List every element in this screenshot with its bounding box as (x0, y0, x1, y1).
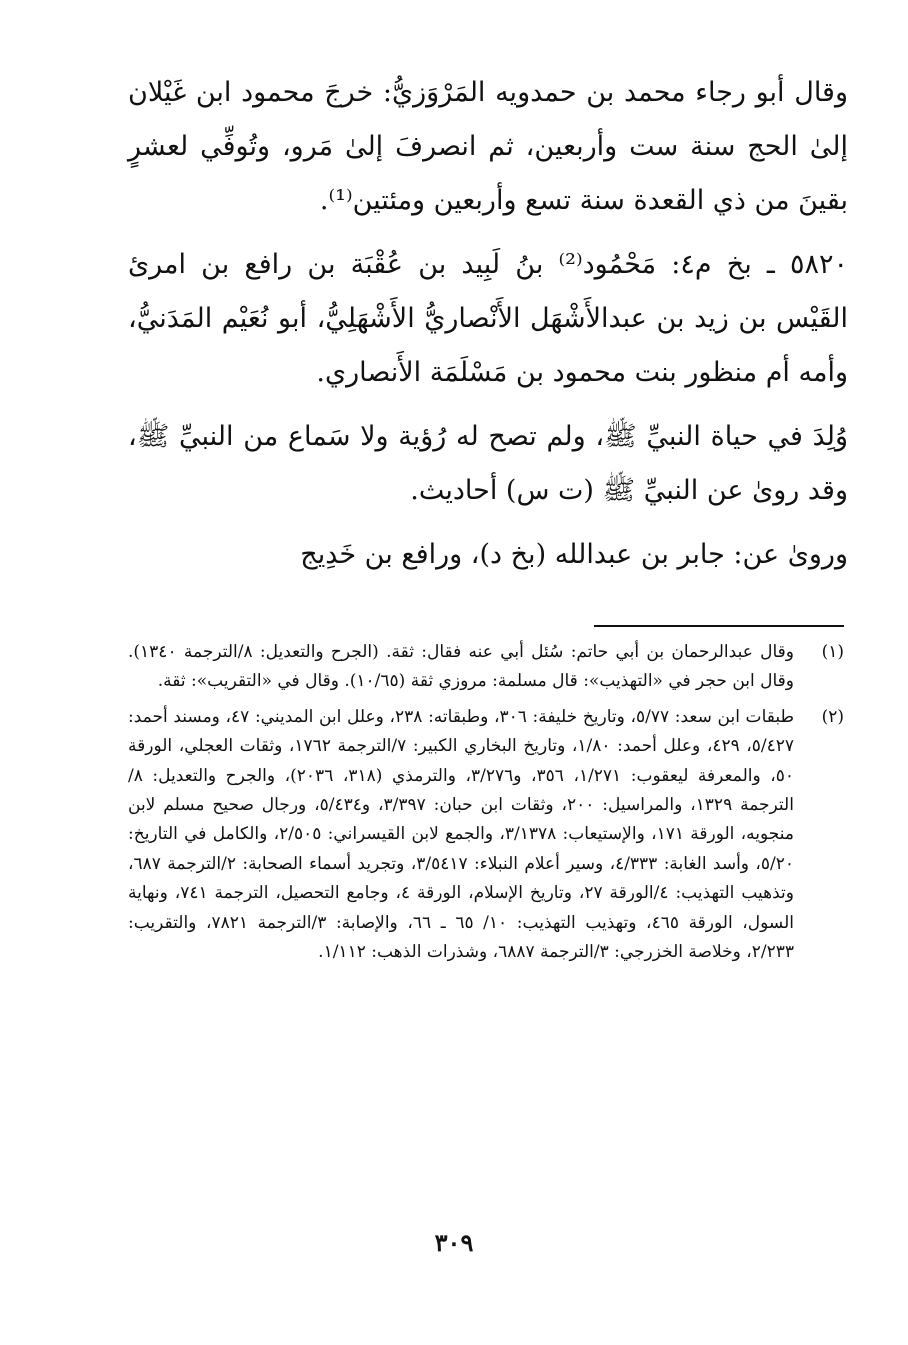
footnotes (128, 638, 844, 973)
footnote-number: (١) (821, 642, 844, 662)
footnote-text: طبقات ابن سعد: ٥/٧٧، وتاريخ خليفة: ٣٠٦، وطبقاته: ٢٣٨، وعلل ابن المديني: ٤٧، ومسند أحمد: ٥/٤٢٧، ٤٢٩، وعلل أحمد: ١/٨٠، وتاريخ البخاري الكبير: ٧/الترجمة ١٧٦٢، وثقات العجلي، الورقة ٥٠، والمعرفة ليعقوب: ١/٢٧١، ٣٥٦، و٣/٢٧٦، والترمذي (٣١٨، ٢٠٣٦)، والجرح والتعديل: ٨/الترجمة ١٣٢٩، والمراسيل: ٢٠٠، وثقات ابن حبان: ٣/٣٩٧، و٥/٤٣٤، ورجال صحيح مسلم لابن منجويه، الورقة ١٧١، والإستيعاب: ٣/١٣٧٨، والجمع لابن القيسراني: ٢/٥٠٥، والكامل في التاريخ: ٥/٢٠، وأسد الغابة: ٤/٣٣٣، وسير أعلام النبلاء: ٣/٥٤١٧، وتجريد أسماء الصحابة: ٢/الترجمة ٦٨٧، وتذهيب التهذيب: ٤/الورقة ٢٧، وتاريخ الإسلام، الورقة ٤، وجامع التحصيل، الترجمة ٧٤١، ونهاية السول، الورقة ٤٦٥، وتهذيب التهذيب: ١٠/ ٦٥ ـ ٦٦، والإصابة: ٣/الترجمة ٧٨٢١، والتقريب: ٢/٢٣٣، وخلاصة الخزرجي: ٣/الترجمة ٦٨٨٧، وشذرات الذهب: ١/١١٢. (128, 706, 795, 963)
paragraph-1: وقال أبو رجاء محمد بن حمدويه المَرْوَزيُّ: خرجَ محمود ابن غَيْلان إلىٰ الحج سنة ست وأربعين، ثم انصرفَ إلىٰ مَرو، وتُوفِّي لعشرٍ بقينَ من ذي القعدة سنة تسع وأربعين ومئتين⁽¹⁾. (128, 77, 848, 216)
main-text (128, 66, 848, 582)
footnote-2 (128, 703, 844, 968)
footnote-divider (594, 625, 844, 627)
page-number: ٣٠٩ (434, 1228, 474, 1257)
paragraph-4: وروىٰ عن: جابر بن عبدالله (بخ د)، ورافع بن خَدِيج (300, 539, 848, 570)
footnote-1 (128, 638, 844, 697)
paragraph-3: وُلِدَ في حياة النبيِّ ﷺ، ولم تصح له رُؤية ولا سَماع من النبيِّ ﷺ، وقد روىٰ عن النبيِّ ﷺ (ت س) أحاديث. (128, 421, 848, 506)
footnote-text: وقال عبدالرحمان بن أبي حاتم: سُئل أبي عنه فقال: ثقة. (الجرح والتعديل: ٨/الترجمة ١٣٤٠). وقال ابن حجر في «التهذيب»: قال مسلمة: مروزي ثقة (١٠/٦٥). وقال في «التقريب»: ثقة. (128, 642, 795, 692)
paragraph-2-entry-5820: ٥٨٢٠ ـ بخ م٤: مَحْمُود⁽²⁾ بنُ لَبِيد بن عُقْبَة بن رافع بن امرئ القَيْس بن زيد بن عبدالأَشْهَل الأَنْصاريُّ الأَشْهَلِيُّ، أبو نُعَيْم المَدَنيُّ، وأمه أم منظور بنت محمود بن مَسْلَمَة الأَنصاري. (128, 249, 848, 388)
footnote-number: (٢) (821, 706, 844, 727)
